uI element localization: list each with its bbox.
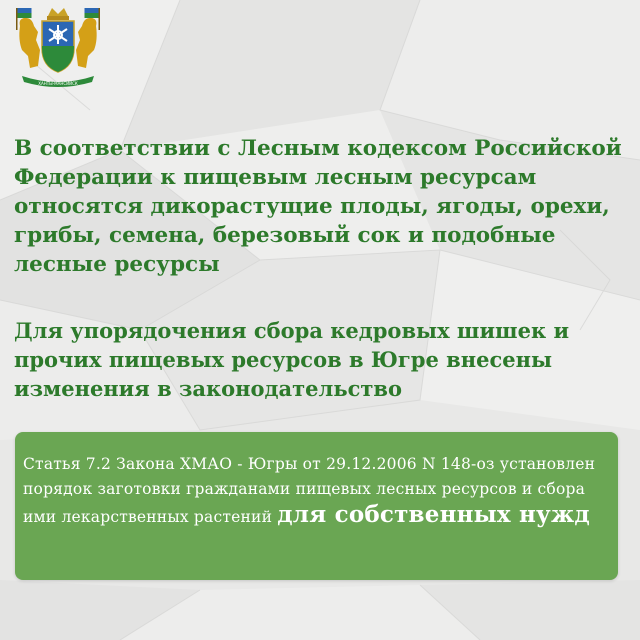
coat-of-arms-icon: [12, 6, 104, 90]
law-info-body: Статья 7.2 Закона ХМАО - Югры от 29.12.2006 N 148-оз установлен порядок заготовки гражданами пищевых лесных ресурсов и сбора ими лекарственных растений: [23, 455, 596, 526]
emblem-ribbon-text: ХАНТЫ-МАНСИЙСК: [38, 81, 78, 86]
law-info-text: [23, 452, 611, 530]
law-info-emphasis: для собственных нужд: [277, 501, 590, 528]
intro-paragraph: В соответствии с Лесным кодексом Российской Федерации к пищевым лесным ресурсам относятся дикорастущие плоды, ягоды, орехи, грибы, семена, березовый сок и подобные лесные ресурсы: [14, 136, 622, 277]
law-info-box: [15, 432, 618, 580]
legislation-paragraph: Для упорядочения сбора кедровых шишек и прочих пищевых ресурсов в Югре внесены изменения в законодательство: [14, 318, 570, 401]
